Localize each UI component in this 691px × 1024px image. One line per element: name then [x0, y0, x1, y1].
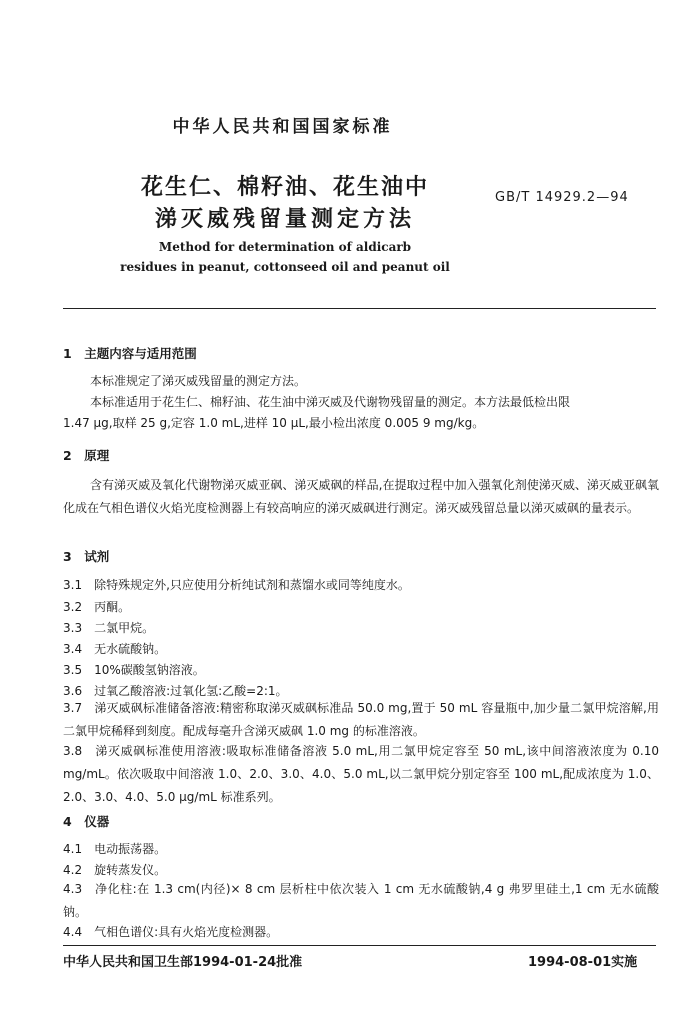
reagent-3-1: 3.1 除特殊规定外,只应使用分析纯试剂和蒸馏水或同等纯度水。 — [63, 578, 410, 592]
approval-statement: 中华人民共和国卫生部1994-01-24批准 — [63, 955, 303, 970]
section-2-heading: 2 原理 — [63, 448, 110, 463]
issuing-organization: 中华人民共和国国家标准 — [172, 117, 393, 137]
reagent-3-8: 3.8 涕灭威砜标准使用溶液:吸取标准储备溶液 5.0 mL,用二氯甲烷定容至 50 mL,该中间溶液浓度为 0.10 mg/mL。依次吸取中间溶液 1.0、2.0、3.0、4.0、5.0 mL,以二氯甲烷分别定容至 100 mL,配成浓度为 1.0、2.0、3.0、4.0、5.0 μg/mL 标准系列。 — [63, 744, 659, 804]
section-4-heading: 4 仪器 — [63, 814, 110, 829]
apparatus-4-4: 4.4 气相色谱仪:具有火焰光度检测器。 — [63, 925, 279, 939]
reagent-3-3: 3.3 二氯甲烷。 — [63, 621, 155, 635]
section-2-paragraph: 含有涕灭威及氧化代谢物涕灭威亚砜、涕灭威砜的样品,在提取过程中加入强氧化剂使涕灭威、涕灭威亚砜氧化成在气相色谱仪火焰光度检测器上有较高响应的涕灭威砜进行测定。涕灭威残留总量以涕灭威砜的量表示。 — [63, 478, 659, 515]
reagent-3-2: 3.2 丙酮。 — [63, 600, 131, 614]
english-title-line2: residues in peanut, cottonseed oil and peanut oil — [120, 260, 450, 274]
reagent-3-6: 3.6 过氧乙酸溶液:过氧化氢:乙酸=2:1。 — [63, 684, 288, 698]
header-divider — [63, 308, 656, 309]
apparatus-4-3: 4.3 净化柱:在 1.3 cm(内径)× 8 cm 层析柱中依次装入 1 cm 无水硫酸钠,4 g 弗罗里硅土,1 cm 无水硫酸钠。 — [63, 882, 659, 919]
reagent-3-4: 3.4 无水硫酸钠。 — [63, 642, 167, 656]
section-1-heading: 1 主题内容与适用范围 — [63, 346, 197, 361]
apparatus-4-1: 4.1 电动振荡器。 — [63, 842, 167, 856]
reagent-3-7: 3.7 涕灭威砜标准储备溶液:精密称取涕灭威砜标准品 50.0 mg,置于 50 mL 容量瓶中,加少量二氯甲烷溶解,用二氯甲烷稀释到刻度。配成每毫升含涕灭威砜 1.0 mg 的标准溶液。 — [63, 701, 659, 738]
english-title-line1: Method for determination of aldicarb — [158, 240, 412, 254]
section-1-paragraph-1: 本标准规定了涕灭威残留量的测定方法。 — [90, 374, 307, 388]
footer-divider — [63, 945, 656, 946]
standard-number: GB/T 14929.2—94 — [495, 190, 629, 205]
section-1-paragraph-2-line1: 本标准适用于花生仁、棉籽油、花生油中涕灭威及代谢物残留量的测定。本方法最低检出限 — [90, 395, 571, 409]
document-title-line2: 涕灭威残留量测定方法 — [154, 207, 415, 232]
effective-date: 1994-08-01实施 — [528, 955, 638, 970]
section-3-heading: 3 试剂 — [63, 549, 110, 564]
section-1-paragraph-2-line2: 1.47 μg,取样 25 g,定容 1.0 mL,进样 10 μL,最小检出浓度 0.005 9 mg/kg。 — [63, 416, 485, 430]
reagent-3-5: 3.5 10%碳酸氢钠溶液。 — [63, 663, 205, 677]
document-title-line1: 花生仁、棉籽油、花生油中 — [140, 175, 429, 200]
apparatus-4-2: 4.2 旋转蒸发仪。 — [63, 863, 167, 877]
